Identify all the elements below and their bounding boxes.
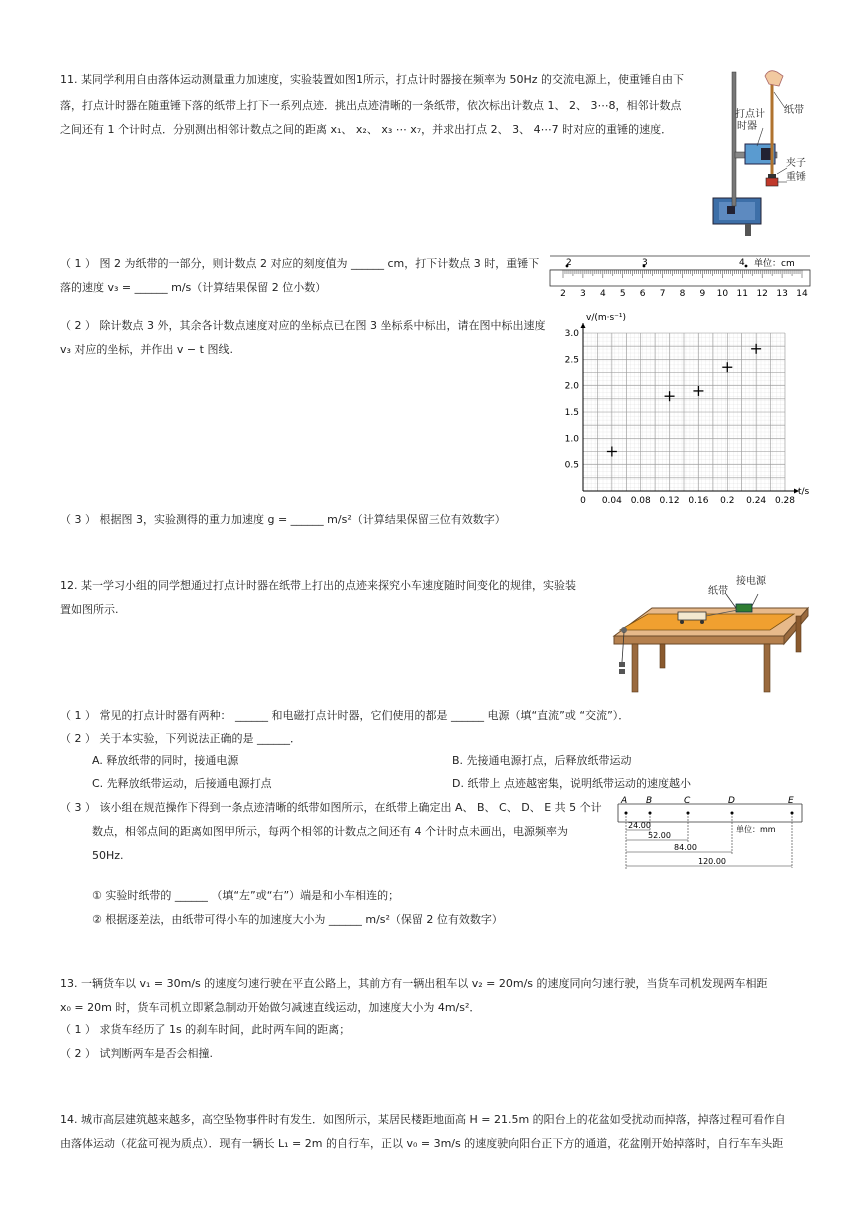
chart-x-tick: 0.08 [630,496,651,503]
tape-dist-ad: 84.00 [674,843,697,852]
chart-y-tick: 1.0 [564,434,579,445]
q12-part3-line-3: 50Hz. [92,849,124,862]
ruler-tick-label: 14 [796,289,808,299]
ruler-tick-label: 13 [776,289,788,299]
ruler-tick-label: 5 [619,289,626,299]
chart-x-tick: 0.24 [746,496,767,503]
q11-part2-line-1: （ 2 ） 除计数点 3 外，其余各计数点速度对应的坐标点已在图 3 坐标系中标出，请在图中标出速度 [60,319,546,332]
q11-part2-line-2: v₃ 对应的坐标，并作出 v − t 图线. [60,343,233,356]
q12-option-a: A. 释放纸带的同时，接通电源 [92,754,239,767]
ruler-tick-label: 8 [679,289,686,299]
tape-point-a: A [621,796,628,806]
tape-dist-ab: 24.00 [628,821,651,830]
ruler-point-2: 2 [566,258,572,268]
label-timer-fig1-a: 打点计 [735,109,765,120]
label-clip-fig1: 夹子 [786,158,806,169]
ruler-point-4-dot [745,265,748,268]
q12-part1: （ 1 ） 常见的打点计时器有两种： ______ 和电磁打点计时器，它们使用的都是 ______ 电源（填“直流”或 “交流”）． [60,709,630,722]
label-power: 接电源 [736,576,766,587]
q12-sub-1: ① 实验时纸带的 ______ （填“左”或“右”）端是和小车相连的； [92,889,400,902]
chart-y-tick: 1.5 [564,408,579,418]
q13-line-2: x₀ = 20m 时，货车司机立即紧急制动开始做匀减速直线运动，加速度大小为 4m/s²． [60,1001,481,1014]
chart-y-tick: 0.5 [564,460,579,471]
ruler-tick-label: 4 [599,289,606,299]
q13-part2: （ 2 ） 试判断两车是否会相撞. [60,1047,213,1060]
tape-point-c: C [684,796,691,806]
chart-y-tick: 3.0 [564,329,579,339]
ruler-tick-label: 9 [699,289,706,299]
ruler-tick-label: 2 [560,289,566,299]
q12-line-2: 置如图所示. [60,603,119,616]
q14-line-2: 由落体运动（花盆可视为质点）．现有一辆长 L₁ = 2m 的自行车，正以 v₀ = 3m/s 的速度驶向阳台正下方的通道，花盆刚开始掉落时，自行车车头距 [60,1137,784,1150]
ruler-tick-label: 10 [716,289,729,299]
label-weight-fig1: 重锤 [786,172,806,183]
ruler-tick-label: 7 [659,289,666,299]
tape-unit: 单位：mm [736,825,776,834]
label-tape-cart: 纸带 [708,586,728,597]
q12-part2: （ 2 ） 关于本实验，下列说法正确的是 ______． [60,732,301,745]
q11-line-1: 11. 某同学利用自由落体运动测量重力加速度，实验装置如图1所示，打点计时器接在频率为 50Hz 的交流电源上，使重锤自由下 [60,73,685,86]
vt-chart [548,308,818,503]
ruler-tick-label: 11 [736,289,748,299]
q12-option-b: B. 先接通电源打点，后释放纸带运动 [452,754,632,767]
chart-y-tick: 2.0 [564,381,579,392]
ruler-unit: 单位：cm [754,259,795,269]
q11-line-3: 之间还有 1 个计时点．分别测出相邻计数点之间的距离 x₁、 x₂、 x₃ ⋯ x₇，并求出打点 2、 3、 4⋯7 时对应的重锤的速度． [60,123,673,136]
free-fall-apparatus-figure [705,66,815,244]
tape-point-b: B [646,796,653,806]
q14-line-1: 14. 城市高层建筑越来越多，高空坠物事件时有发生．如图所示，某居民楼距地面高 H = 21.5m 的阳台上的花盆如受扰动而掉落，掉落过程可看作自 [60,1113,786,1126]
q12-sub-2: ② 根据逐差法，由纸带可得小车的加速度大小为 ______ m/s²（保留 2 位有效数字） [92,913,503,926]
q11-line-2: 落，打点计时器在随重锤下落的纸带上打下一系列点迹．挑出点迹清晰的一条纸带，依次标出计数点 1、 2、 3⋯8，相邻计数点 [60,99,682,112]
q11-part3: （ 3 ） 根据图 3，实验测得的重力加速度 g = ______ m/s²（计算结果保留三位有效数字） [60,513,506,526]
tape-dist-ae: 120.00 [698,857,726,866]
chart-x-tick: 0.2 [720,496,735,503]
q13-line-1: 13. 一辆货车以 v₁ = 30m/s 的速度匀速行驶在平直公路上，其前方有一辆出租车以 v₂ = 20m/s 的速度同向匀速行驶，当货车司机发现两车相距 [60,977,768,990]
chart-x-tick: 0.04 [601,496,622,503]
q11-part1-line-2: 落的速度 v₃ = ______ m/s（计算结果保留 2 位小数） [60,281,327,294]
ruler-point-3: 3 [642,258,648,268]
chart-x-tick: 0 [580,496,586,503]
q12-part3-line-1: （ 3 ） 该小组在规范操作下得到一条点迹清晰的纸带如图所示，在纸带上确定出 A、 B、 C、 D、 E 共 5 个计 [60,801,602,814]
chart-xlabel: t/s [798,487,810,497]
tape-figure [612,796,810,874]
ruler-point-4: 4 [739,258,745,268]
q11-part1-line-1: （ 1 ） 图 2 为纸带的一部分，则计数点 2 对应的刻度值为 ______ cm，打下计数点 3 时，重锤下 [60,257,540,270]
chart-x-tick: 0.28 [774,496,796,503]
q12-option-c: C. 先释放纸带运动，后接通电源打点 [92,777,272,790]
ruler-tick-label: 12 [756,289,768,299]
q12-line-1: 12. 某一学习小组的同学想通过打点计时器在纸带上打出的点迹来探究小车速度随时间变化的规律，实验装 [60,579,576,592]
tape-point-d: D [728,796,735,806]
ruler-tick-label: 6 [639,289,646,299]
chart-y-tick: 2.5 [564,355,579,366]
label-timer-fig1-b: 时器 [737,121,757,132]
q12-part3-line-2: 数点，相邻点间的距离如图甲所示，每两个相邻的计数点之间还有 4 个计时点未画出，电源频率为 [92,825,568,838]
ruler-figure [548,252,813,302]
q13-part1: （ 1 ） 求货车经历了 1s 的刹车时间，此时两车间的距离； [60,1023,351,1036]
chart-ylabel: v/(m·s⁻¹) [586,313,627,323]
ruler-tick-label: 3 [580,289,586,299]
tape-dist-ac: 52.00 [648,831,671,840]
tape-point-e: E [788,796,794,806]
chart-x-tick: 0.12 [659,496,680,503]
chart-x-tick: 0.16 [688,496,709,503]
label-tape-fig1: 纸带 [784,105,804,116]
q12-option-d: D. 纸带上 点迹越密集，说明纸带运动的速度越小 [452,777,691,790]
